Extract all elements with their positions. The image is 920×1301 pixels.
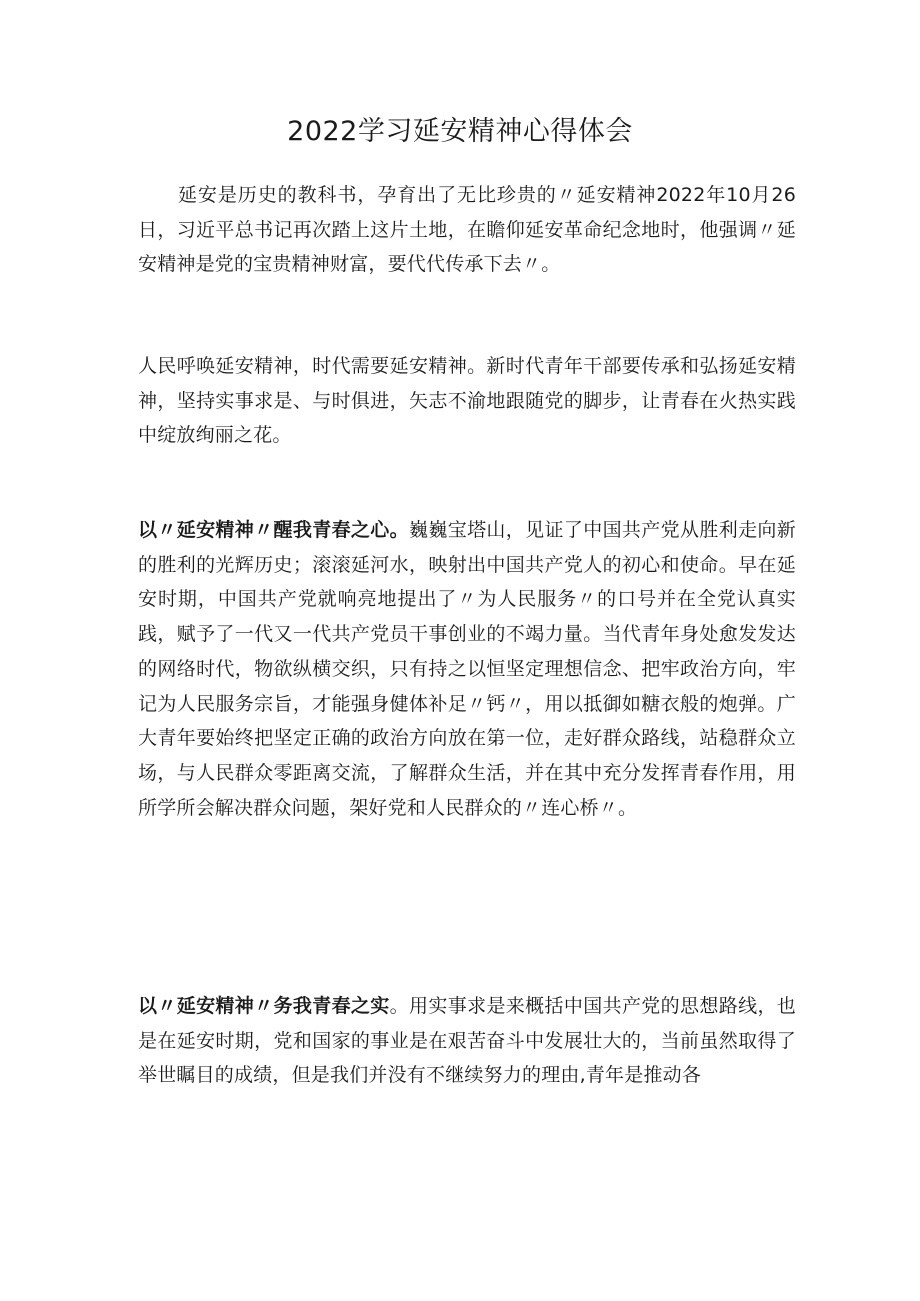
paragraph-text: 巍巍宝塔山，见证了中国共产党从胜利走向新的胜利的光辉历史；滚滚延河水，映射出中国共产党人的初心和使命。早在延安时期，中国共产党就响亮地提出了〃为人民服务〃的口号并在全党认真实践，赋予了一代又一代共产党员干事创业的不竭力量。当代青年身处愈发发达的网络时代，物欲纵横交织，只有持之以恒坚定理想信念、把牢政治方向，牢记为人民服务宗旨，才能强身健体补足〃钙〃，用以抵御如糖衣般的炮弹。广大青年要始终把坚定正确的政治方向放在第一位，走好群众路线，站稳群众立场，与人民群众零距离交流，了解群众生活，并在其中充分发挥青春作用，用所学所会解决群众问题，架好党和人民群众的〃连心桥〃。 bbox=[138, 519, 796, 819]
paragraph-text: 。用实事求是来概括中国共产党的思想路线，也是在延安时期，党和国家的事业是在艰苦奋斗中发展壮大的，当前虽然取得了举世瞩目的成绩，但是我们并没有不继续努力的理由,青年是推动各 bbox=[138, 995, 797, 1087]
paragraph-practice bbox=[138, 989, 796, 1093]
paragraph-heart bbox=[138, 513, 796, 825]
paragraph-call bbox=[138, 349, 796, 453]
paragraph-intro bbox=[138, 178, 796, 282]
paragraph-lead: 以〃延安精神〃醒我青春之心。 bbox=[138, 519, 409, 541]
paragraph-lead: 以〃延安精神〃务我青春之实 bbox=[138, 995, 390, 1017]
document-title: 2022学习延安精神心得体会 bbox=[287, 116, 633, 147]
paragraph-text: 延安是历史的教科书，孕育出了无比珍贵的〃延安精神2022年10月26日，习近平总书记再次踏上这片土地，在瞻仰延安革命纪念地时，他强调〃延安精神是党的宝贵精神财富，要代代传承下去〃。 bbox=[138, 184, 796, 276]
paragraph-text: 人民呼唤延安精神，时代需要延安精神。新时代青年干部要传承和弘扬延安精神，坚持实事求是、与时俱进，矢志不渝地跟随党的脚步，让青春在火热实践中绽放绚丽之花。 bbox=[138, 355, 796, 447]
